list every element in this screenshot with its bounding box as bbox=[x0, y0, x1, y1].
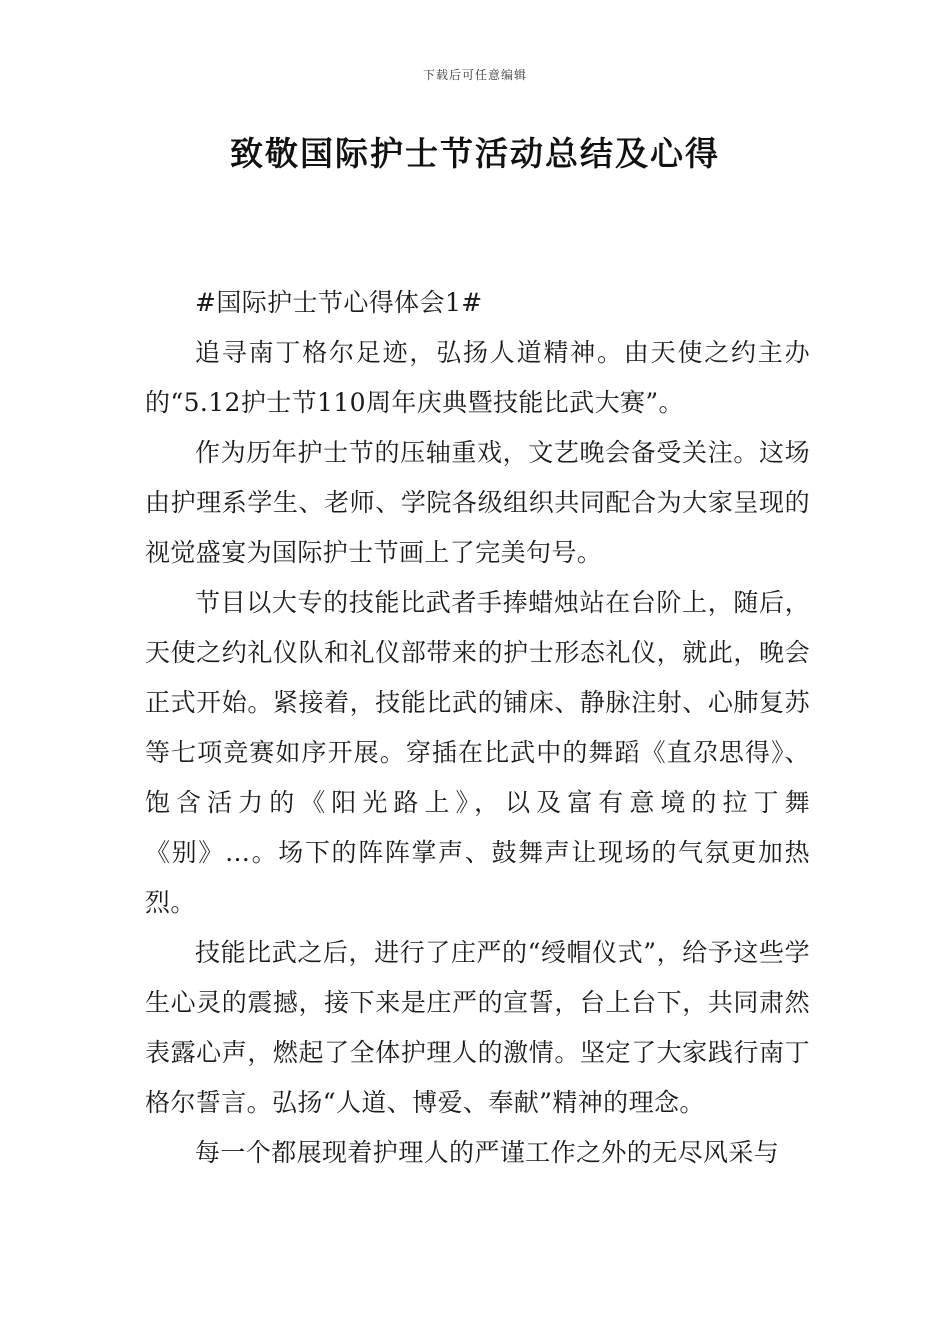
document-title: 致敬国际护士节活动总结及心得 bbox=[230, 134, 720, 173]
paragraph: 每一个都展现着护理人的严谨工作之外的无尽风采与 bbox=[195, 1138, 780, 1167]
paragraph: 追寻南丁格尔足迹，弘扬人道精神。由天使之约主办的“5.12护士节110周年庆典暨技能比武大赛”。 bbox=[145, 338, 810, 417]
header-note: 下载后可任意编辑 bbox=[422, 68, 527, 82]
paragraph: 作为历年护士节的压轴重戏，文艺晚会备受关注。这场由护理系学生、老师、学院各级组织共同配合为大家呈现的视觉盛宴为国际护士节画上了完美句号。 bbox=[145, 438, 810, 567]
document-body bbox=[145, 278, 810, 1178]
paragraph: 技能比武之后，进行了庄严的“绶帽仪式”，给予这些学生心灵的震撼，接下来是庄严的宣誓，台上台下，共同肃然表露心声，燃起了全体护理人的激情。坚定了大家践行南丁格尔誓言。弘扬“人道、博爱、奉献”精神的理念。 bbox=[145, 938, 810, 1117]
paragraph-subheading: #国际护士节心得体会1# bbox=[195, 288, 483, 317]
paragraph: 节目以大专的技能比武者手捧蜡烛站在台阶上，随后，天使之约礼仪队和礼仪部带来的护士形态礼仪，就此，晚会正式开始。紧接着，技能比武的铺床、静脉注射、心肺复苏等七项竞赛如序开展。穿插在比武中的舞蹈《直尕思得》、饱含活力的《阳光路上》，以及富有意境的拉丁舞《别》…。场下的阵阵掌声、鼓舞声让现场的气氛更加热烈。 bbox=[145, 588, 810, 917]
